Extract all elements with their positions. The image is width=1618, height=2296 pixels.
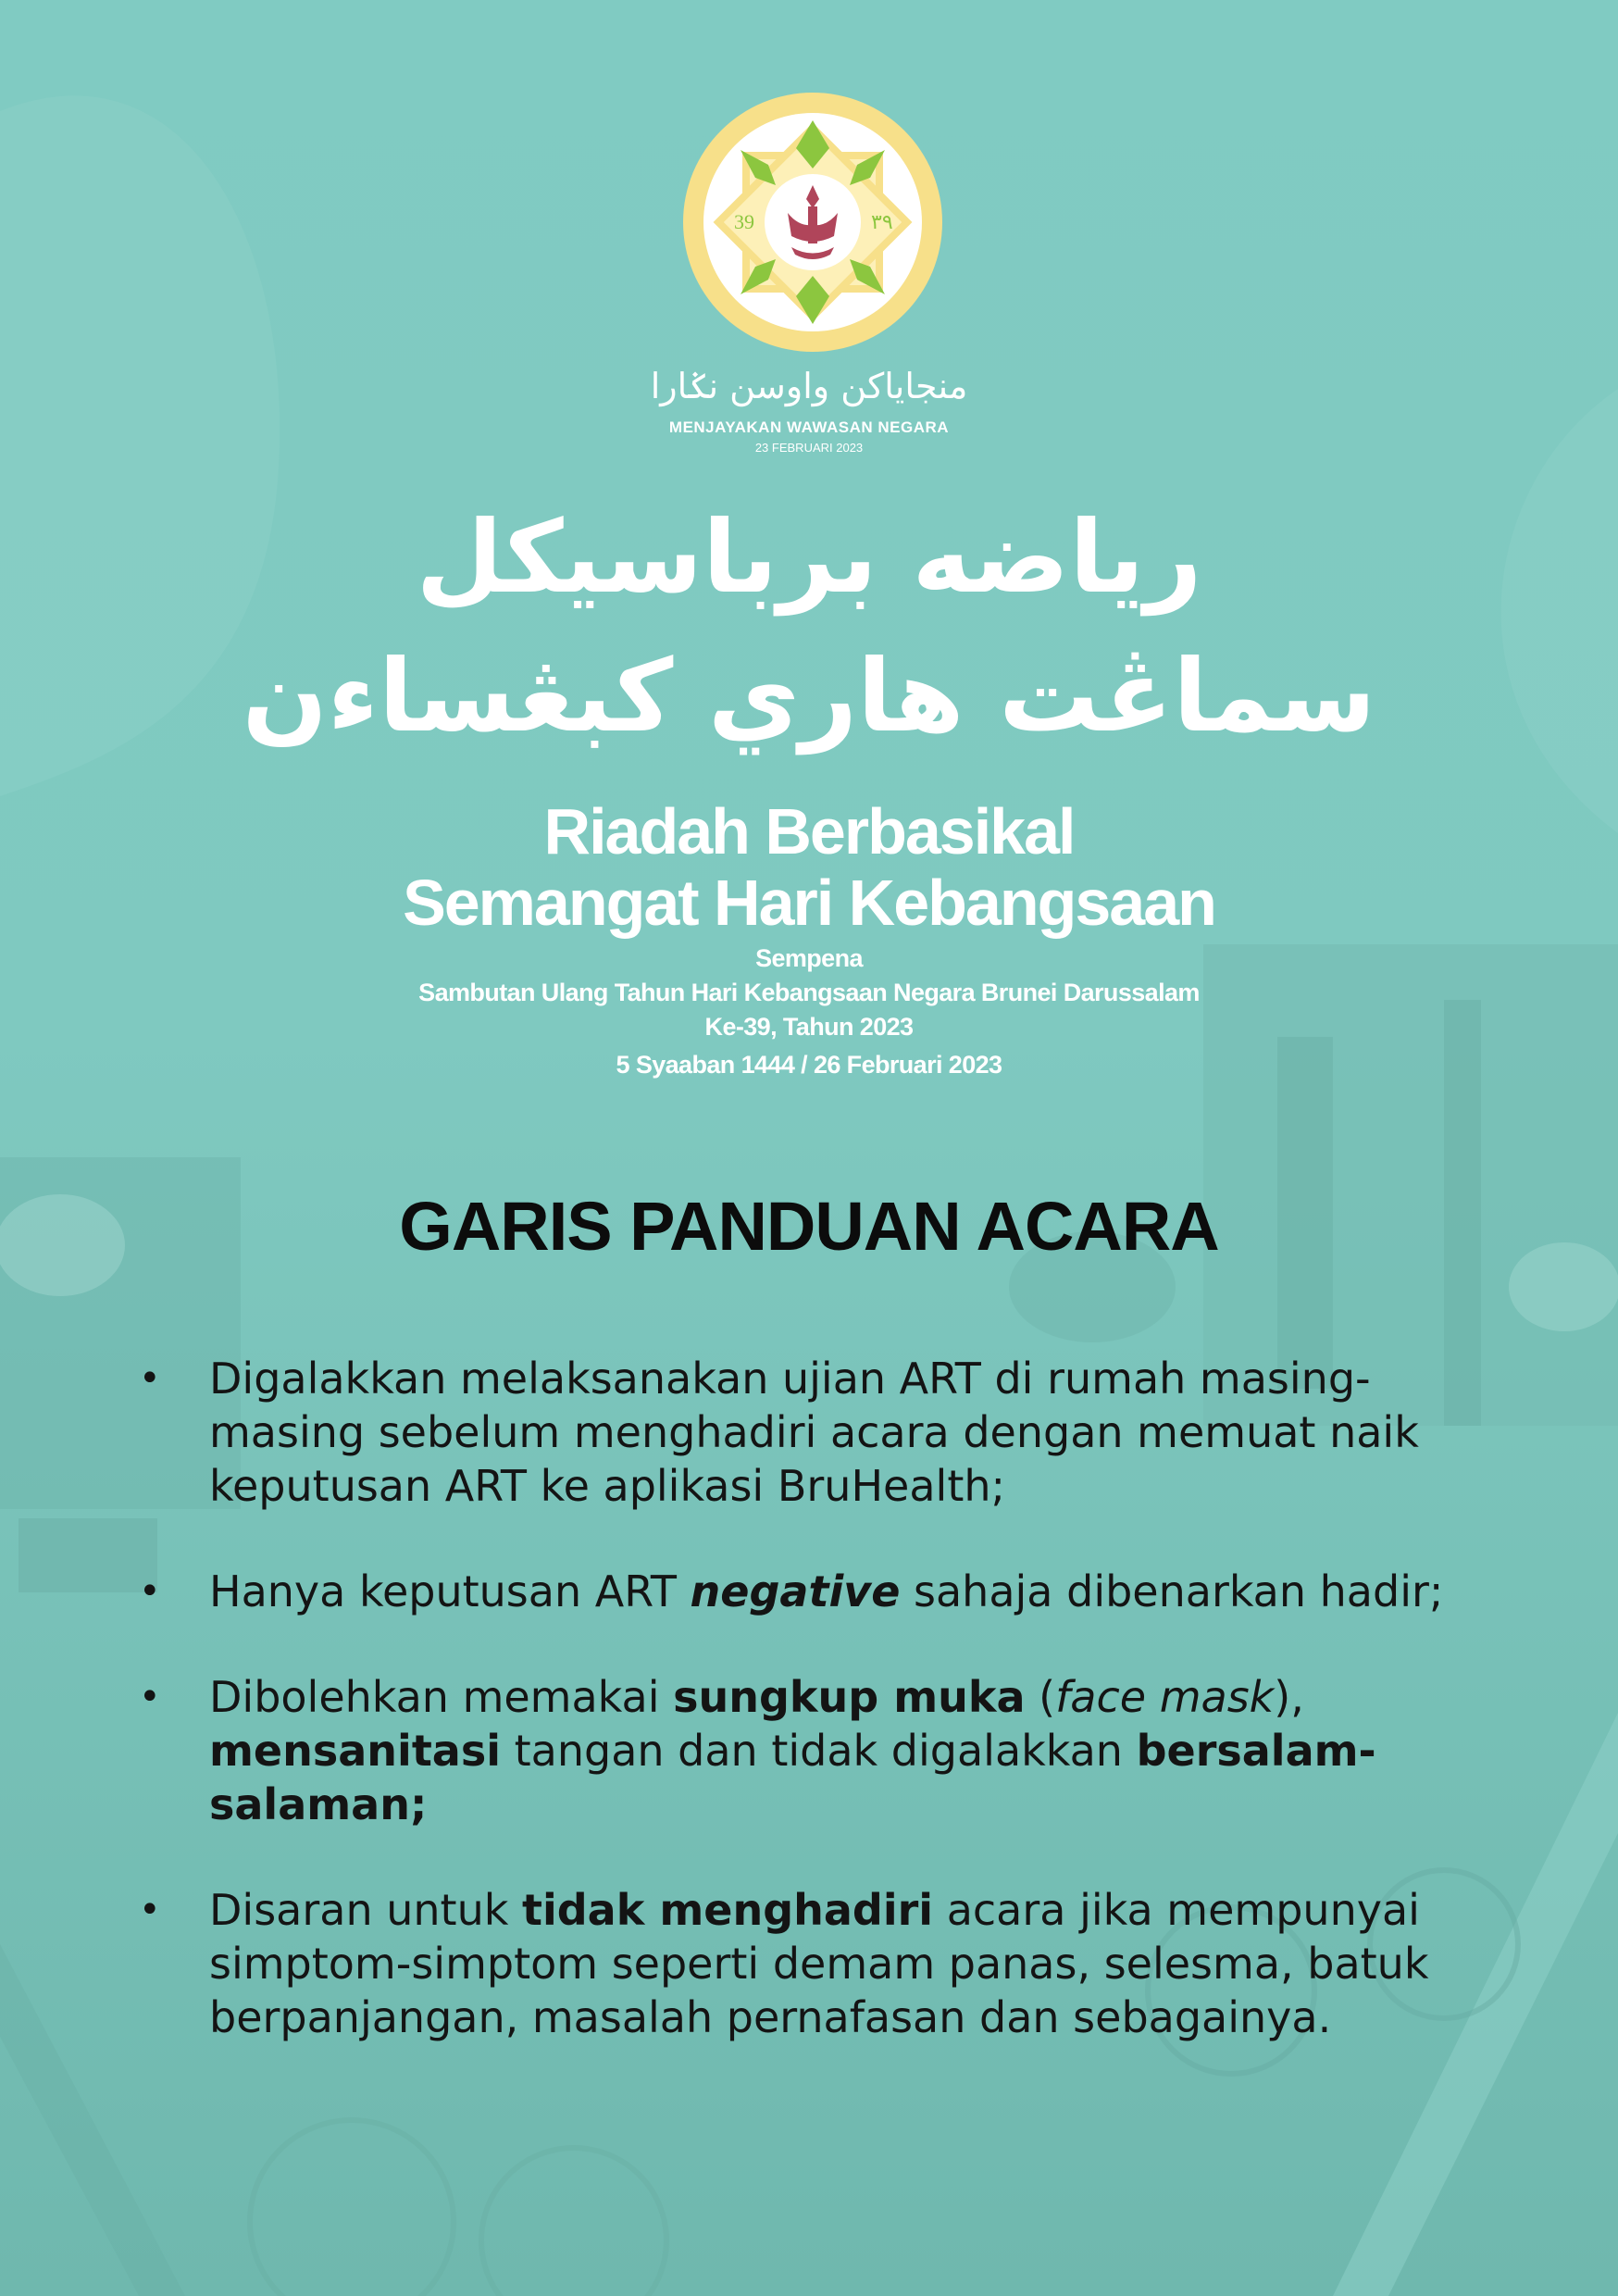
occasion-text: Sambutan Ulang Tahun Hari Kebangsaan Negara Brunei Darussalam	[418, 979, 1200, 1006]
emphasis-handshake: bersalam-salaman;	[209, 1726, 1376, 1829]
logo-numeral-left: 39	[734, 210, 754, 233]
bullet-icon: •	[139, 1676, 161, 1718]
event-title-line-1: Riadah Berbasikal	[543, 795, 1075, 867]
logo-jawi-text: منجاياكن واوسن نݢارا	[650, 366, 968, 406]
guideline-text: ),	[1274, 1672, 1304, 1722]
guideline-text: (	[1025, 1672, 1056, 1722]
emphasis-face-mask: sungkup muka	[673, 1672, 1026, 1722]
jawi-title-line-1: رياضه برباسيكل	[416, 500, 1202, 616]
guideline-text: Disaran untuk	[209, 1885, 522, 1935]
guideline-text: Dibolehkan memakai	[209, 1672, 674, 1722]
emphasis-do-not-attend: tidak menghadiri	[522, 1885, 934, 1935]
guideline-text: Hanya keputusan ART	[209, 1566, 691, 1616]
bullet-icon: •	[139, 1357, 161, 1400]
emphasis-negative: negative	[690, 1566, 901, 1616]
guideline-text: tangan dan tidak digalakkan	[501, 1726, 1137, 1776]
bullet-icon: •	[139, 1570, 161, 1613]
bullet-icon: •	[139, 1889, 161, 1931]
guideline-item	[139, 1883, 1481, 2044]
emphasis-sanitize: mensanitasi	[209, 1726, 501, 1776]
guideline-text: acara jika mempunyai simptom-simptom seperti demam panas, selesma, batuk berpanjangan, masalah pernafasan dan sebagainya.	[209, 1885, 1429, 2042]
logo-numeral-right: ٣٩	[871, 211, 893, 234]
logo-date: 23 FEBRUARI 2023	[754, 441, 864, 455]
guideline-item	[139, 1352, 1481, 1513]
anniversary-logo	[678, 88, 947, 356]
jawi-title-line-2: سماڠت هاري كبڠساءن	[242, 639, 1376, 755]
guidelines-heading: GARIS PANDUAN ACARA	[399, 1188, 1219, 1265]
emphasis-face-mask-english: face mask	[1055, 1672, 1275, 1722]
guideline-text: Digalakkan melaksanakan ujian ART di rumah masing-masing sebelum menghadiri acara dengan memuat naik keputusan ART ke aplikasi BruHealth;	[209, 1354, 1419, 1511]
edition-text: Ke-39, Tahun 2023	[704, 1013, 914, 1041]
sempena-label: Sempena	[755, 944, 863, 972]
guideline-text: sahaja dibenarkan hadir;	[900, 1566, 1444, 1616]
event-title-line-2: Semangat Hari Kebangsaan	[403, 867, 1215, 939]
logo-tagline: MENJAYAKAN WAWASAN NEGARA	[668, 418, 950, 436]
guideline-item	[139, 1670, 1481, 1831]
event-date: 5 Syaaban 1444 / 26 Februari 2023	[616, 1051, 1002, 1079]
guidelines-list	[139, 1352, 1481, 2096]
guideline-item	[139, 1565, 1481, 1618]
